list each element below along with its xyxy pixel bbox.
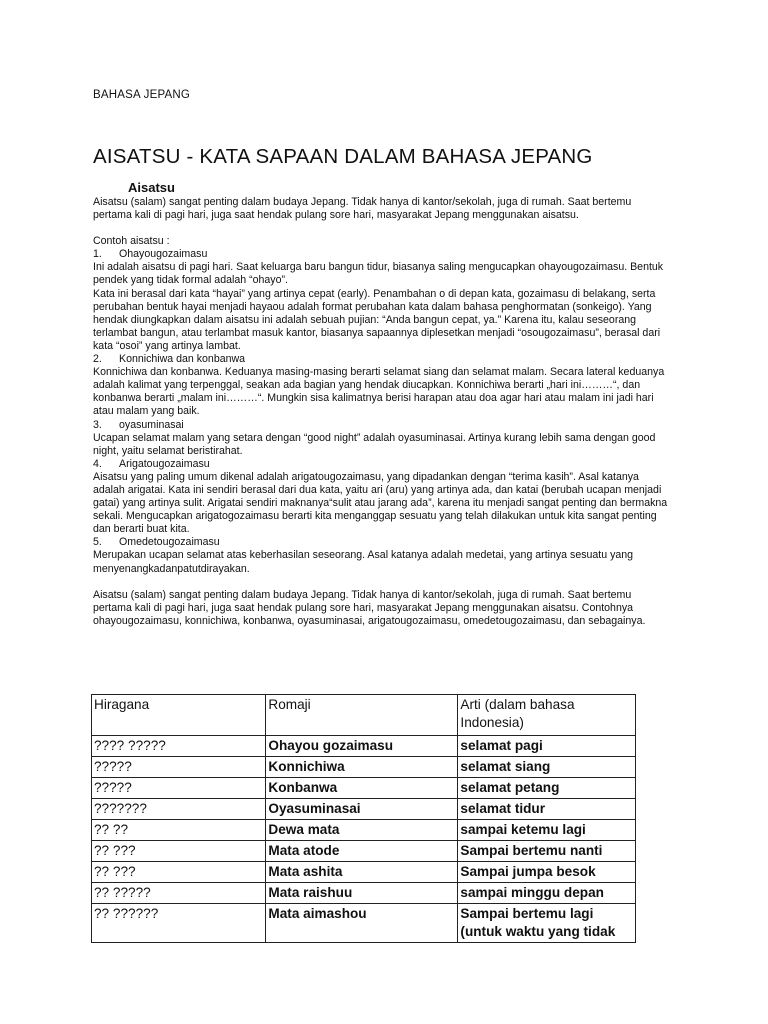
- meaning-cell: selamat petang: [458, 778, 636, 799]
- table-row: [92, 883, 636, 904]
- meaning-cell: selamat pagi: [458, 736, 636, 757]
- table-row: [92, 778, 636, 799]
- item-title: oyasuminasai: [119, 418, 184, 431]
- meaning-cell: sampai minggu depan: [458, 883, 636, 904]
- section-heading: Aisatsu: [128, 180, 175, 195]
- closing-paragraph: Aisatsu (salam) sangat penting dalam budaya Jepang. Tidak hanya di kantor/sekolah, juga di rumah. Saat bertemu pertama kali di pagi hari, juga saat hendak pulang sore hari, masyarakat Jepang menggunakan aisatsu. Contohnya ohayougozaimasu, konnichiwa, konbanwa, oyasuminasai, arigatougozaimasu, omedetougozaimasu, dan sebagainya.: [93, 588, 646, 627]
- romaji-cell: Mata raishuu: [266, 883, 458, 904]
- table-row: [92, 799, 636, 820]
- intro-paragraph: Aisatsu (salam) sangat penting dalam budaya Jepang. Tidak hanya di kantor/sekolah, juga di rumah. Saat bertemu pertama kali di pagi hari, juga saat hendak pulang sore hari, masyarakat Jepang menggunakan aisatsu.: [93, 196, 632, 222]
- item-number: 1.: [93, 248, 102, 261]
- hiragana-cell: ?? ???: [92, 841, 266, 862]
- table-header-row: [92, 695, 636, 736]
- column-header-meaning: Arti (dalam bahasa Indonesia): [458, 695, 636, 736]
- article-body: [93, 180, 673, 628]
- meaning-cell: Sampai bertemu nanti: [458, 841, 636, 862]
- hiragana-cell: ???????: [92, 799, 266, 820]
- hiragana-cell: ?? ???: [92, 862, 266, 883]
- document-header-label: BAHASA JEPANG: [93, 89, 190, 101]
- item-title: Konnichiwa dan konbanwa: [119, 353, 246, 366]
- table-row: [92, 862, 636, 883]
- romaji-cell: Konbanwa: [266, 778, 458, 799]
- meaning-cell: Sampai bertemu lagi (untuk waktu yang tidak: [458, 904, 636, 943]
- vocabulary-table: [91, 694, 636, 943]
- romaji-cell: Mata aimashou: [266, 904, 458, 943]
- item-number: 3.: [93, 418, 102, 431]
- hiragana-cell: ?????: [92, 757, 266, 778]
- table-row: [92, 904, 636, 943]
- meaning-cell: selamat siang: [458, 757, 636, 778]
- item-paragraph: Aisatsu yang paling umum dikenal adalah arigatougozaimasu, yang dipadankan dengan “terima kasih”. Asal katanya adalah arigatai. Kata ini sendiri berasal dari dua kata, yaitu ari (aru) yang artinya ada, dan katai (berubah ucapan menjadi gatai) yang artinya sulit. Arigatai sendiri maknanya“sulit atau jarang ada”, karena itu menjadi sangat penting dan bermakna sekali. Mengucapkan arigatogozaimasu berarti kita menganggap sesuatu yang telah dilakukan untuk kita sangat penting dan berarti buat kita.: [93, 470, 668, 536]
- item-number: 5.: [93, 536, 102, 549]
- meaning-cell: Sampai jumpa besok: [458, 862, 636, 883]
- item-title: Omedetougozaimasu: [119, 536, 220, 549]
- item-paragraph: Merupakan ucapan selamat atas keberhasilan seseorang. Asal katanya adalah medetai, yang artinya sesuatu yang menyenangkadanpatutdirayakan.: [93, 549, 634, 575]
- table-row: [92, 841, 636, 862]
- column-header-romaji: Romaji: [266, 695, 458, 736]
- table-row: [92, 757, 636, 778]
- item-paragraph: Kata ini berasal dari kata “hayai” yang artinya cepat (early). Penambahan o di depan kata, gozaimasu di belakang, serta perubahan bentuk hayai menjadi hayaou adalah format perubahan kata dalam bahasa penghormatan (sonkeigo). Yang hendak diungkapkan dalam aisatsu ini adalah sebuah pujian: “Anda bangun cepat, ya.” Karena itu, kalau seseorang terlambat bangun, atau terlambat masuk kantor, biasanya sapaannya diplesetkan menjadi “osougozaimasu”, berasal dari kata “osoi” yang artinya lambat.: [93, 287, 661, 352]
- meaning-cell: selamat tidur: [458, 799, 636, 820]
- examples-label: Contoh aisatsu :: [93, 235, 170, 248]
- romaji-cell: Ohayou gozaimasu: [266, 736, 458, 757]
- table-row: [92, 820, 636, 841]
- item-number: 4.: [93, 457, 102, 470]
- example-item: [93, 458, 673, 537]
- hiragana-cell: ???? ?????: [92, 736, 266, 757]
- hiragana-cell: ?? ??????: [92, 904, 266, 943]
- hiragana-cell: ?? ??: [92, 820, 266, 841]
- example-item: [93, 419, 673, 458]
- item-number: 2.: [93, 353, 102, 366]
- item-paragraph: Ini adalah aisatsu di pagi hari. Saat keluarga baru bangun tidur, biasanya saling mengucapkan ohayougozaimasu. Bentuk pendek yang tidak formal adalah “ohayo”.: [93, 261, 664, 287]
- column-header-hiragana: Hiragana: [92, 695, 266, 736]
- page-title: AISATSU - KATA SAPAAN DALAM BAHASA JEPANG: [93, 145, 593, 168]
- example-item: [93, 248, 673, 353]
- item-title: Arigatougozaimasu: [119, 457, 210, 470]
- item-title: Ohayougozaimasu: [119, 248, 208, 261]
- romaji-cell: Oyasuminasai: [266, 799, 458, 820]
- romaji-cell: Konnichiwa: [266, 757, 458, 778]
- romaji-cell: Dewa mata: [266, 820, 458, 841]
- romaji-cell: Mata ashita: [266, 862, 458, 883]
- hiragana-cell: ?????: [92, 778, 266, 799]
- hiragana-cell: ?? ?????: [92, 883, 266, 904]
- romaji-cell: Mata atode: [266, 841, 458, 862]
- meaning-cell: sampai ketemu lagi: [458, 820, 636, 841]
- item-paragraph: Ucapan selamat malam yang setara dengan “good night” adalah oyasuminasai. Artinya kurang lebih sama dengan good night, yaitu selamat beristirahat.: [93, 431, 656, 457]
- example-item: [93, 353, 673, 418]
- item-paragraph: Konnichiwa dan konbanwa. Keduanya masing-masing berarti selamat siang dan selamat malam. Secara lateral keduanya adalah kalimat yang terpenggal, seakan ada bagian yang hendak diucapkan. Konnichiwa berarti „hari ini………“, dan konbanwa berarti „malam ini………“. Mungkin sisa kalimatnya berisi harapan atau doa agar hari atau malam ini jadi hari atau malam yang baik.: [93, 366, 665, 418]
- table-row: [92, 736, 636, 757]
- example-item: [93, 536, 673, 575]
